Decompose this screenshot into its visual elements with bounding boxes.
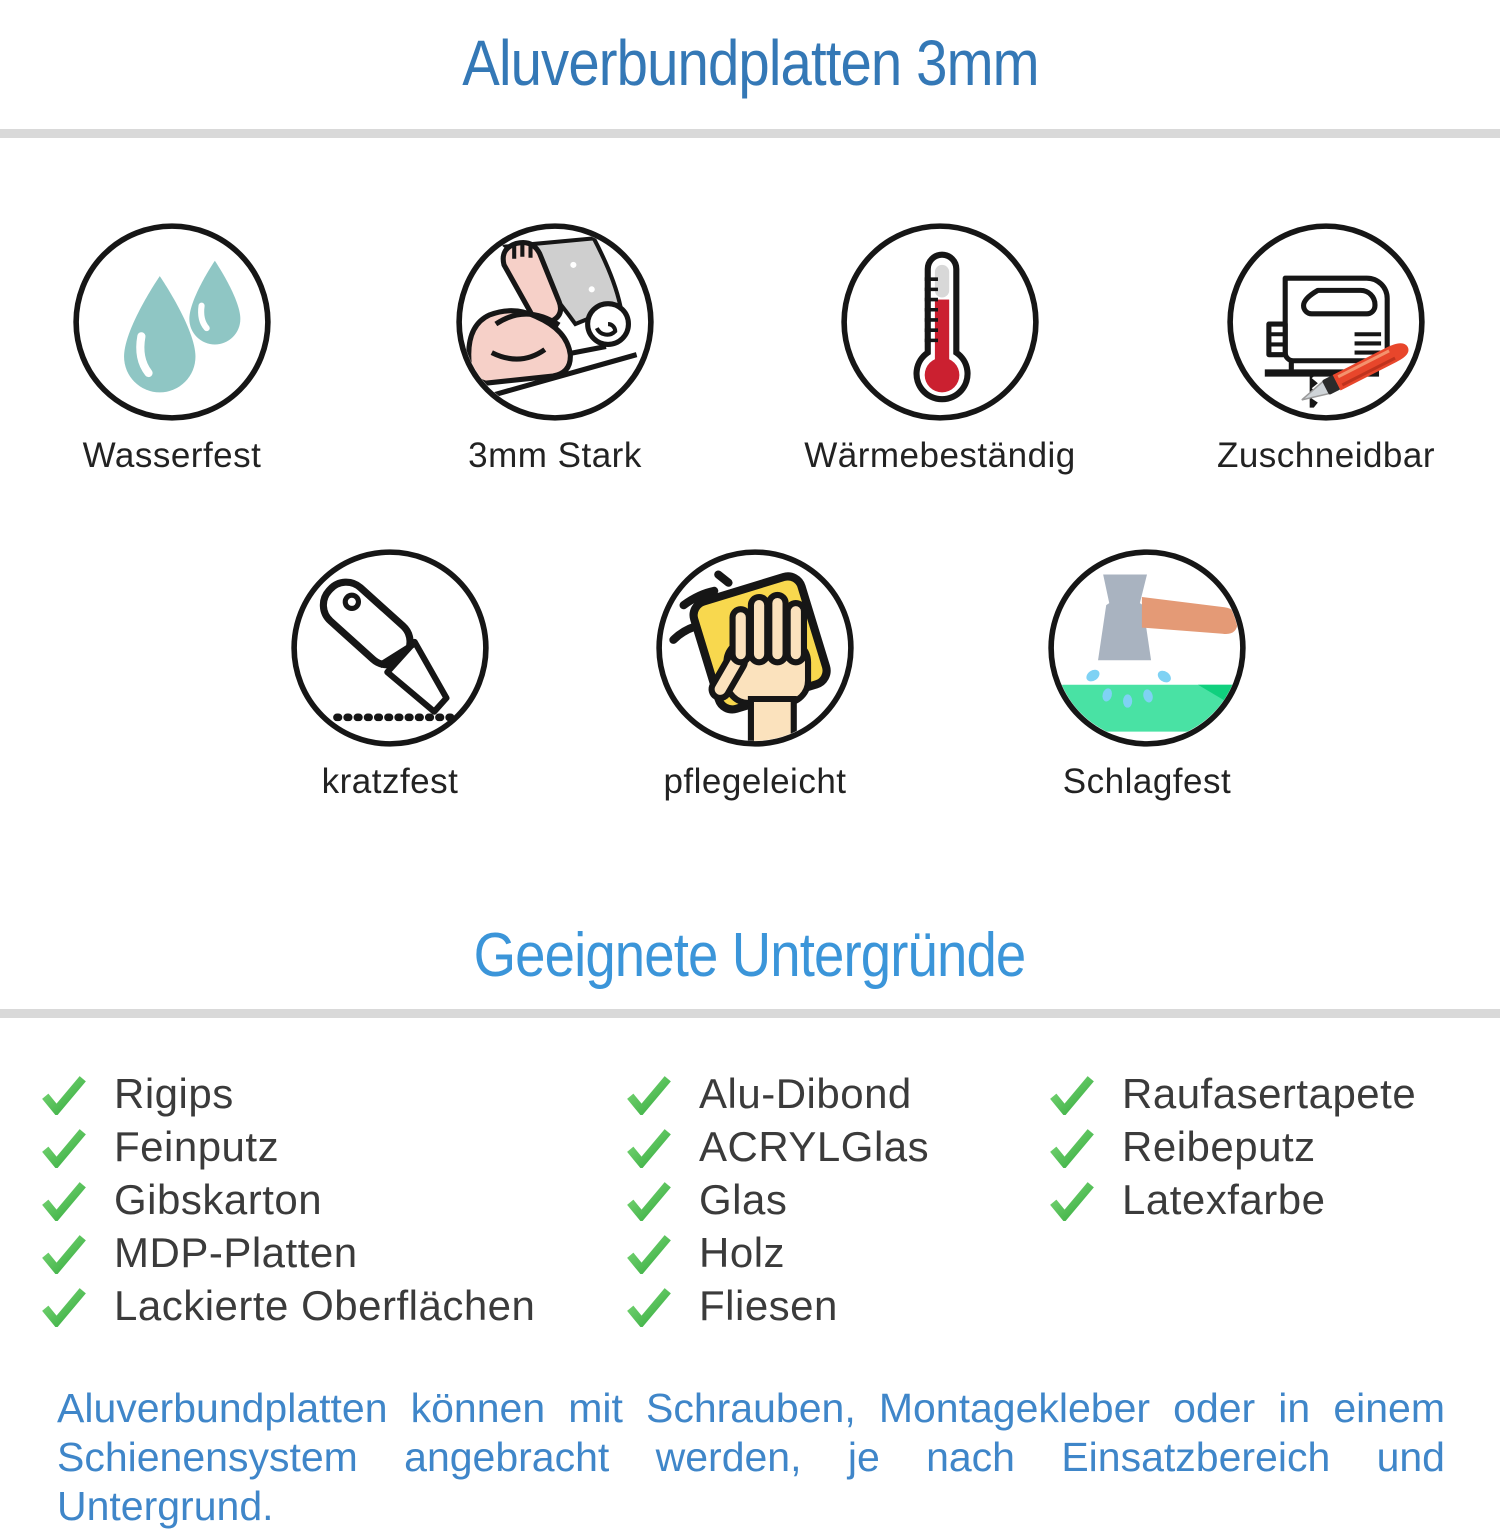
substrate-item [625, 1284, 1048, 1328]
check-icon [40, 1075, 88, 1115]
substrate-label: Raufasertapete [1122, 1070, 1417, 1117]
page-title [0, 26, 1500, 100]
check-icon [40, 1287, 88, 1327]
substrate-label: ACRYLGlas [699, 1123, 930, 1170]
check-icon [625, 1234, 673, 1274]
feature-zuschneidbar [1156, 220, 1496, 476]
substrate-item [625, 1125, 1048, 1169]
check-icon [40, 1181, 88, 1221]
substrate-item [1048, 1125, 1490, 1169]
substrate-item [40, 1178, 625, 1222]
substrate-item [625, 1231, 1048, 1275]
substrate-checklist [40, 1072, 1490, 1337]
feature-pflegeleicht [585, 546, 925, 802]
feature-label: kratzfest [321, 762, 459, 801]
check-icon [40, 1128, 88, 1168]
substrate-item [40, 1231, 625, 1275]
check-icon [625, 1075, 673, 1115]
substrate-column-2 [625, 1072, 1048, 1337]
substrate-label: Alu-Dibond [699, 1070, 912, 1117]
substrate-item [625, 1072, 1048, 1116]
check-icon [1048, 1128, 1096, 1168]
mounting-note [57, 1384, 1445, 1531]
feature-label: Wärmebeständig [804, 436, 1076, 475]
substrate-label: MDP-Platten [114, 1229, 358, 1276]
feature-label: pflegeleicht [663, 762, 847, 801]
substrate-label: Reibeputz [1122, 1123, 1316, 1170]
substrate-item [1048, 1072, 1490, 1116]
substrate-label: Rigips [114, 1070, 234, 1117]
mounting-note-line1: Aluverbundplatten können mit Schrauben, Montagekleber oder in einem [57, 1385, 1445, 1431]
substrate-item [625, 1178, 1048, 1222]
check-icon [40, 1234, 88, 1274]
section-title-text: Geeignete Untergründe [474, 921, 1026, 990]
feature-label: Schlagfest [1062, 762, 1232, 801]
check-icon [625, 1181, 673, 1221]
feature-label: 3mm Stark [468, 436, 642, 475]
divider-top [0, 129, 1500, 138]
check-icon [1048, 1181, 1096, 1221]
feature-3mm-stark [385, 220, 725, 476]
substrate-label: Holz [699, 1229, 786, 1276]
substrate-label: Latexfarbe [1122, 1176, 1326, 1223]
feature-waermebestaendig [770, 220, 1110, 476]
substrate-column-3 [1048, 1072, 1490, 1337]
substrate-label: Gibskarton [114, 1176, 323, 1223]
substrate-label: Glas [699, 1176, 788, 1223]
substrate-item [1048, 1178, 1490, 1222]
substrate-label: Lackierte Oberflächen [114, 1282, 536, 1329]
utility-knife-icon [288, 546, 492, 750]
thermometer-icon [838, 220, 1042, 424]
substrate-column-1 [40, 1072, 625, 1337]
water-drops-icon [70, 220, 274, 424]
cleaning-hand-icon [653, 546, 857, 750]
section-title-untergruende [0, 920, 1500, 991]
mounting-note-line2: Schienensystem angebracht werden, je nach Einsatzbereich und Untergrund. [57, 1434, 1445, 1529]
hammer-impact-icon [1045, 546, 1249, 750]
substrate-item [40, 1284, 625, 1328]
check-icon [625, 1128, 673, 1168]
substrate-label: Feinputz [114, 1123, 280, 1170]
substrate-label: Fliesen [699, 1282, 838, 1329]
substrate-item [40, 1072, 625, 1116]
check-icon [1048, 1075, 1096, 1115]
feature-label: Zuschneidbar [1216, 436, 1436, 475]
check-icon [625, 1287, 673, 1327]
page-title-text: Aluverbundplatten 3mm [461, 27, 1039, 99]
feature-schlagfest [977, 546, 1317, 802]
feature-kratzfest [220, 546, 560, 802]
divider-bottom [0, 1009, 1500, 1018]
substrate-item [40, 1125, 625, 1169]
jigsaw-cutter-icon [1224, 220, 1428, 424]
feature-wasserfest [2, 220, 342, 476]
flexed-arm-panel-icon [453, 220, 657, 424]
feature-label: Wasserfest [82, 436, 262, 475]
